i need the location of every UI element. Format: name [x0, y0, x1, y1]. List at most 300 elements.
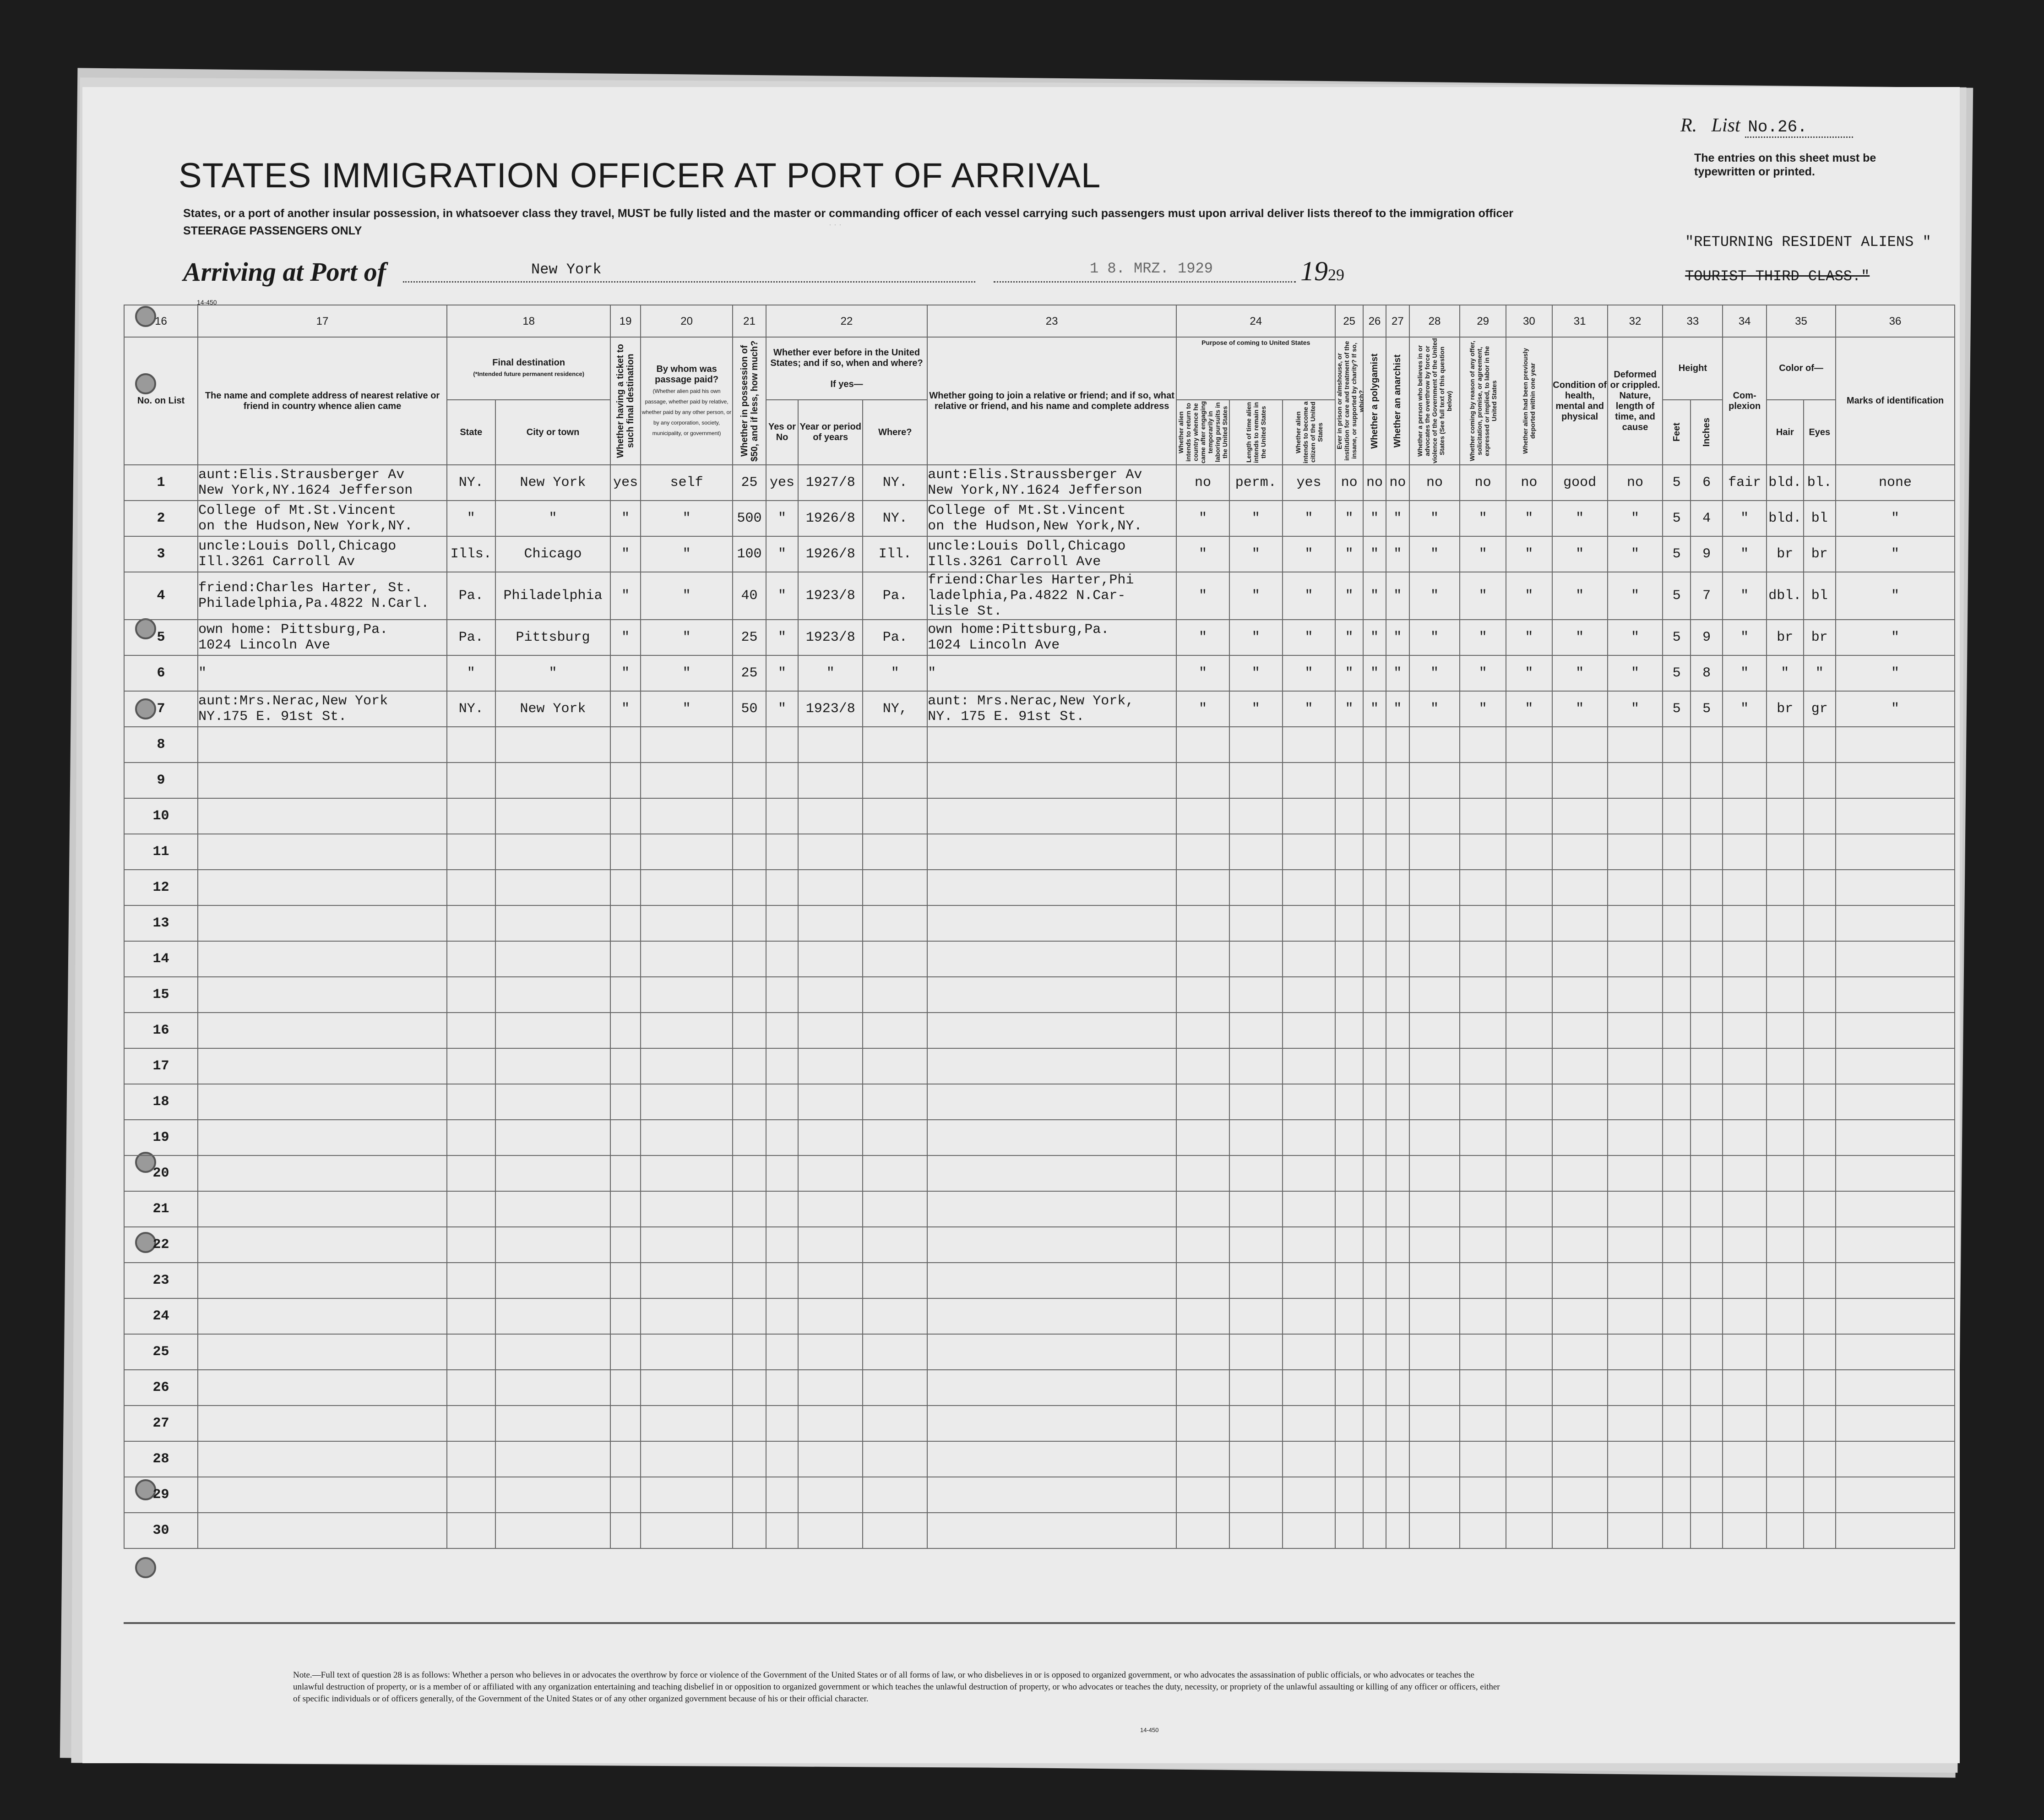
page-title: STATES IMMIGRATION OFFICER AT PORT OF ARRIVAL: [179, 156, 1101, 195]
cell-prison: [1335, 870, 1363, 905]
table-row: [124, 941, 1955, 977]
cell-deformed: [1608, 870, 1663, 905]
cell-paid: [641, 1013, 733, 1048]
cell-year: [798, 834, 863, 870]
cell-health: [1552, 1048, 1608, 1084]
cell-hair: dbl.: [1767, 572, 1804, 620]
cell-feet: 5: [1663, 655, 1690, 691]
cell-complexion: ": [1723, 501, 1767, 536]
cell-relative: [198, 1370, 447, 1406]
cell-return: ": [1176, 655, 1229, 691]
cell-ticket: [610, 1013, 640, 1048]
cell-city: Chicago: [495, 536, 611, 572]
cell-year: [798, 727, 863, 763]
cell-no: 9: [124, 763, 198, 798]
cell-hair: [1767, 1513, 1804, 1548]
cell-no: 20: [124, 1155, 198, 1191]
cell-health: [1552, 870, 1608, 905]
faint-stamp: · · ·: [829, 220, 842, 229]
cell-inches: [1691, 1120, 1723, 1155]
cell-return: [1176, 941, 1229, 977]
cell-ticket: yes: [610, 465, 640, 501]
cell-deformed: [1608, 1227, 1663, 1263]
cell-anarchist: no: [1386, 465, 1409, 501]
cell-polygamist: [1363, 1334, 1386, 1370]
cell-no: 18: [124, 1084, 198, 1120]
cell-prison: [1335, 977, 1363, 1013]
cell-join: [927, 1263, 1176, 1298]
cell-paid: [641, 763, 733, 798]
cell-return: ": [1176, 691, 1229, 727]
cell-city: [495, 1084, 611, 1120]
cell-where: [863, 1334, 927, 1370]
header-deformed: Deformed or crippled. Nature, length of time, and cause: [1608, 337, 1663, 465]
instructions-text: States, or a port of another insular possession, in whatsoever class they travel, MUST be fully listed and the master or commanding officer of each vessel carrying such passengers must upon arrival deliver lists thereof to the immigration officer: [183, 207, 1513, 220]
table-row: [124, 1013, 1955, 1048]
cell-no: 14: [124, 941, 198, 977]
cell-anarchist: [1386, 905, 1409, 941]
cell-return: [1176, 1406, 1229, 1441]
cell-yesno: [766, 1298, 798, 1334]
cell-year: [798, 1406, 863, 1441]
cell-complexion: [1723, 941, 1767, 977]
table-row: [124, 1120, 1955, 1155]
cell-hair: [1767, 1298, 1804, 1334]
before-in-us-label: Whether ever before in the United States; and if so, when and where?: [770, 347, 923, 368]
cell-offer: [1460, 763, 1506, 798]
cell-where: [863, 798, 927, 834]
cell-marks: [1836, 1298, 1955, 1334]
table-row: [124, 1370, 1955, 1406]
cell-anarchist: [1386, 1441, 1409, 1477]
cell-marks: [1836, 1334, 1955, 1370]
passage-paid-sub: (Whether alien paid his own passage, whether paid by relative, whether paid by any other person, or by any corporation, society, municipality, or government): [641, 388, 732, 436]
cell-no: 19: [124, 1120, 198, 1155]
cell-prison: ": [1335, 620, 1363, 655]
cell-citizen: [1283, 905, 1336, 941]
cell-hair: [1767, 798, 1804, 834]
cell-relative: friend:Charles Harter, St. Philadelphia,Pa.4822 N.Carl.: [198, 572, 447, 620]
cell-hair: [1767, 1013, 1804, 1048]
cell-year: 1926/8: [798, 536, 863, 572]
table-row: [124, 655, 1955, 691]
cell-return: [1176, 834, 1229, 870]
cell-polygamist: [1363, 1441, 1386, 1477]
cell-deported: [1506, 1477, 1552, 1513]
table-row: [124, 727, 1955, 763]
cell-ticket: [610, 1334, 640, 1370]
cell-return: [1176, 763, 1229, 798]
cell-prison: ": [1335, 655, 1363, 691]
cell-inches: [1691, 905, 1723, 941]
cell-anarchist: [1386, 1298, 1409, 1334]
cell-city: [495, 870, 611, 905]
cell-ticket: [610, 1155, 640, 1191]
cell-ticket: [610, 1084, 640, 1120]
table-row: [124, 798, 1955, 834]
cell-complexion: [1723, 1120, 1767, 1155]
cell-citizen: ": [1283, 655, 1336, 691]
cell-anarchist: [1386, 1334, 1409, 1370]
cell-paid: [641, 1048, 733, 1084]
cell-deported: ": [1506, 655, 1552, 691]
cell-health: [1552, 1191, 1608, 1227]
cell-year: [798, 1084, 863, 1120]
cell-yesno: [766, 1084, 798, 1120]
cell-year: [798, 798, 863, 834]
cell-polygamist: [1363, 1084, 1386, 1120]
cell-feet: [1663, 941, 1690, 977]
cell-hair: [1767, 1441, 1804, 1477]
cell-state: Pa.: [447, 620, 495, 655]
cell-yesno: ": [766, 501, 798, 536]
cell-marks: [1836, 1513, 1955, 1548]
cell-eyes: [1804, 1370, 1836, 1406]
cell-anarchist: [1386, 1155, 1409, 1191]
cell-deported: [1506, 1120, 1552, 1155]
cell-marks: [1836, 1048, 1955, 1084]
cell-relative: [198, 798, 447, 834]
col-number: 22: [766, 305, 927, 337]
cell-paid: [641, 1370, 733, 1406]
cell-inches: [1691, 1477, 1723, 1513]
cell-join: [927, 977, 1176, 1013]
cell-join: [927, 727, 1176, 763]
cell-offer: [1460, 727, 1506, 763]
cell-hair: bld.: [1767, 501, 1804, 536]
cell-complexion: ": [1723, 536, 1767, 572]
cell-marks: none: [1836, 465, 1955, 501]
cell-money: [733, 1513, 766, 1548]
cell-state: [447, 870, 495, 905]
cell-health: [1552, 1013, 1608, 1048]
cell-eyes: [1804, 798, 1836, 834]
cell-return: [1176, 977, 1229, 1013]
cell-prison: [1335, 905, 1363, 941]
cell-polygamist: ": [1363, 691, 1386, 727]
cell-complexion: [1723, 1513, 1767, 1548]
cell-yesno: ": [766, 620, 798, 655]
cell-paid: [641, 1334, 733, 1370]
cell-marks: [1836, 1441, 1955, 1477]
cell-anarchist: ": [1386, 655, 1409, 691]
steerage-label: STEERAGE PASSENGERS ONLY: [183, 224, 362, 237]
cell-health: [1552, 1334, 1608, 1370]
cell-paid: [641, 1120, 733, 1155]
cell-offer: [1460, 1120, 1506, 1155]
cell-length: ": [1229, 655, 1283, 691]
cell-inches: [1691, 1084, 1723, 1120]
cell-length: ": [1229, 620, 1283, 655]
table-row: [124, 465, 1955, 501]
table-row: [124, 1048, 1955, 1084]
cell-inches: 9: [1691, 536, 1723, 572]
cell-year: [798, 870, 863, 905]
cell-health: [1552, 798, 1608, 834]
cell-paid: [641, 834, 733, 870]
cell-offer: [1460, 870, 1506, 905]
column-number-row: [124, 305, 1955, 337]
cell-yesno: [766, 1155, 798, 1191]
cell-city: [495, 1048, 611, 1084]
cell-inches: [1691, 1406, 1723, 1441]
cell-deported: ": [1506, 620, 1552, 655]
cell-overthrow: [1409, 798, 1460, 834]
cell-eyes: [1804, 1013, 1836, 1048]
cell-hair: [1767, 763, 1804, 798]
cell-prison: [1335, 1513, 1363, 1548]
cell-overthrow: ": [1409, 655, 1460, 691]
cell-anarchist: [1386, 1120, 1409, 1155]
cell-marks: [1836, 905, 1955, 941]
cell-feet: [1663, 1191, 1690, 1227]
cell-health: ": [1552, 501, 1608, 536]
header-color-of: Color of—: [1767, 337, 1836, 400]
cell-complexion: [1723, 1441, 1767, 1477]
cell-paid: [641, 1441, 733, 1477]
cell-prison: [1335, 1013, 1363, 1048]
cell-overthrow: [1409, 1120, 1460, 1155]
cell-state: [447, 1513, 495, 1548]
cell-citizen: [1283, 1370, 1336, 1406]
cell-year: [798, 905, 863, 941]
cell-eyes: [1804, 1155, 1836, 1191]
cell-money: 25: [733, 465, 766, 501]
col-number: 27: [1386, 305, 1409, 337]
cell-offer: ": [1460, 655, 1506, 691]
cell-offer: [1460, 1334, 1506, 1370]
cell-where: NY.: [863, 501, 927, 536]
cell-overthrow: [1409, 1048, 1460, 1084]
cell-paid: [641, 727, 733, 763]
cell-length: [1229, 1370, 1283, 1406]
cell-yesno: [766, 1263, 798, 1298]
cell-offer: ": [1460, 572, 1506, 620]
cell-complexion: ": [1723, 691, 1767, 727]
cell-polygamist: ": [1363, 620, 1386, 655]
cell-hair: [1767, 941, 1804, 977]
cell-join: [927, 1406, 1176, 1441]
arriving-label: Arriving at Port of: [183, 257, 386, 287]
form-code: 14-450: [197, 299, 217, 306]
table-row: [124, 763, 1955, 798]
cell-where: Pa.: [863, 620, 927, 655]
cell-feet: [1663, 1406, 1690, 1441]
cell-inches: [1691, 1298, 1723, 1334]
cell-feet: [1663, 834, 1690, 870]
cell-city: [495, 1370, 611, 1406]
cell-anarchist: [1386, 1048, 1409, 1084]
cell-deported: [1506, 834, 1552, 870]
cell-length: [1229, 977, 1283, 1013]
cell-return: [1176, 1120, 1229, 1155]
cell-city: [495, 1334, 611, 1370]
cell-paid: ": [641, 572, 733, 620]
cell-no: 1: [124, 465, 198, 501]
cell-where: [863, 1441, 927, 1477]
cell-hair: [1767, 1477, 1804, 1513]
cell-yesno: [766, 977, 798, 1013]
cell-feet: [1663, 870, 1690, 905]
cell-relative: own home: Pittsburg,Pa. 1024 Lincoln Ave: [198, 620, 447, 655]
cell-yesno: [766, 1513, 798, 1548]
cell-yesno: ": [766, 691, 798, 727]
cell-yesno: [766, 1441, 798, 1477]
returning-resident-label: "RETURNING RESIDENT ALIENS ": [1685, 234, 1931, 251]
cell-citizen: [1283, 1120, 1336, 1155]
cell-no: 23: [124, 1263, 198, 1298]
col-number: 19: [610, 305, 640, 337]
inches-label: Inches: [1702, 418, 1712, 447]
cell-citizen: [1283, 941, 1336, 977]
cell-hair: br: [1767, 620, 1804, 655]
cell-no: 5: [124, 620, 198, 655]
cell-citizen: [1283, 1406, 1336, 1441]
cell-prison: [1335, 1370, 1363, 1406]
cell-feet: [1663, 1227, 1690, 1263]
header-join-relative: Whether going to join a relative or friend; and if so, what relative or friend, and his name and complete address: [927, 337, 1176, 465]
cell-state: [447, 1191, 495, 1227]
cell-marks: [1836, 1155, 1955, 1191]
cell-prison: [1335, 1084, 1363, 1120]
footnote-question-28: Note.—Full text of question 28 is as follows: Whether a person who believes in or advocates the overthrow by force or violence of the Government of the United States or of all forms of law, or who disbelieves in or is opposed to organized government, or who advocates the assassination of public officials, or who advocates or teaches the unlawful destruction of property, or is a member of or affiliated with any organization entertaining and teaching disbelief in or opposition to organized government or which teaches the unlawful destruction of property, or who advocates or teaches the duty, necessity, or propriety of the unlawful assaulting or killing of any officer or officers, either of specific individuals or of officers generally, of the Government of the United States or of any other organized government because of his or their official character.: [293, 1670, 1500, 1704]
cell-eyes: [1804, 1263, 1836, 1298]
cell-money: 25: [733, 620, 766, 655]
cell-paid: [641, 905, 733, 941]
cell-state: [447, 1227, 495, 1263]
cell-length: ": [1229, 501, 1283, 536]
cell-length: [1229, 1155, 1283, 1191]
cell-year: [798, 1441, 863, 1477]
header-where: Where?: [863, 400, 927, 465]
cell-feet: 5: [1663, 536, 1690, 572]
cell-state: [447, 727, 495, 763]
cell-join: own home:Pittsburg,Pa. 1024 Lincoln Ave: [927, 620, 1176, 655]
cell-money: [733, 1227, 766, 1263]
cell-deformed: ": [1608, 620, 1663, 655]
cell-citizen: [1283, 977, 1336, 1013]
cell-no: 27: [124, 1406, 198, 1441]
col-number: 25: [1335, 305, 1363, 337]
cell-polygamist: ": [1363, 501, 1386, 536]
cell-anarchist: [1386, 1013, 1409, 1048]
header-money: [733, 337, 766, 465]
cell-polygamist: ": [1363, 655, 1386, 691]
cell-join: [927, 1334, 1176, 1370]
cell-city: [495, 834, 611, 870]
cell-eyes: br: [1804, 536, 1836, 572]
cell-deformed: [1608, 941, 1663, 977]
cell-relative: [198, 1406, 447, 1441]
cell-money: 40: [733, 572, 766, 620]
cell-prison: [1335, 1227, 1363, 1263]
cell-length: [1229, 1298, 1283, 1334]
header-height: Height: [1663, 337, 1723, 400]
cell-overthrow: [1409, 1263, 1460, 1298]
cell-join: [927, 1155, 1176, 1191]
cell-citizen: [1283, 870, 1336, 905]
cell-money: 500: [733, 501, 766, 536]
cell-polygamist: [1363, 1048, 1386, 1084]
cell-join: [927, 1441, 1176, 1477]
cell-state: [447, 1048, 495, 1084]
cell-join: College of Mt.St.Vincent on the Hudson,New York,NY.: [927, 501, 1176, 536]
cell-deformed: [1608, 1477, 1663, 1513]
cell-where: [863, 763, 927, 798]
cell-ticket: [610, 1441, 640, 1477]
cell-ticket: [610, 1227, 640, 1263]
cell-deformed: [1608, 1513, 1663, 1548]
cell-yesno: [766, 870, 798, 905]
cell-inches: 6: [1691, 465, 1723, 501]
cell-prison: [1335, 834, 1363, 870]
cell-eyes: [1804, 1441, 1836, 1477]
cell-no: 11: [124, 834, 198, 870]
cell-polygamist: ": [1363, 572, 1386, 620]
cell-deformed: [1608, 763, 1663, 798]
cell-eyes: [1804, 941, 1836, 977]
cell-anarchist: [1386, 1084, 1409, 1120]
typewritten-notice: The entries on this sheet must be typewritten or printed.: [1694, 152, 1876, 178]
cell-paid: [641, 1263, 733, 1298]
cell-relative: [198, 1298, 447, 1334]
cell-paid: [641, 1477, 733, 1513]
year-prefix: 19: [1300, 256, 1328, 286]
cell-inches: 8: [1691, 655, 1723, 691]
cell-join: [927, 870, 1176, 905]
cell-where: [863, 1370, 927, 1406]
return-label: Whether alien intends to return to country whence he came after engaging temporarily in laboring pursuits in the United States: [1177, 401, 1229, 464]
cell-city: [495, 941, 611, 977]
cell-eyes: [1804, 1048, 1836, 1084]
cell-feet: [1663, 1334, 1690, 1370]
year-field: [1300, 256, 1344, 287]
cell-paid: [641, 1084, 733, 1120]
cell-marks: ": [1836, 572, 1955, 620]
cell-deported: [1506, 727, 1552, 763]
cell-return: ": [1176, 501, 1229, 536]
anarchist-label: Whether an anarchist: [1392, 354, 1403, 448]
cell-polygamist: [1363, 1263, 1386, 1298]
cell-deported: [1506, 870, 1552, 905]
cell-eyes: [1804, 1120, 1836, 1155]
cell-money: [733, 977, 766, 1013]
cell-deported: [1506, 905, 1552, 941]
cell-eyes: [1804, 977, 1836, 1013]
cell-city: [495, 1120, 611, 1155]
cell-marks: [1836, 1084, 1955, 1120]
cell-hair: [1767, 834, 1804, 870]
cell-where: [863, 1513, 927, 1548]
cell-complexion: [1723, 1370, 1767, 1406]
cell-where: Ill.: [863, 536, 927, 572]
cell-relative: [198, 1263, 447, 1298]
cell-money: [733, 798, 766, 834]
cell-hair: [1767, 1120, 1804, 1155]
cell-money: [733, 1084, 766, 1120]
header-prison: [1335, 337, 1363, 465]
cell-health: [1552, 727, 1608, 763]
money-label: Whether in possession of $50, and if less, how much?: [739, 340, 760, 462]
cell-return: [1176, 1334, 1229, 1370]
col-number: 21: [733, 305, 766, 337]
cell-health: [1552, 1406, 1608, 1441]
cell-where: [863, 1263, 927, 1298]
list-number-value: No.26.: [1745, 118, 1853, 138]
cell-prison: [1335, 1263, 1363, 1298]
cell-return: [1176, 727, 1229, 763]
col-number: 20: [641, 305, 733, 337]
